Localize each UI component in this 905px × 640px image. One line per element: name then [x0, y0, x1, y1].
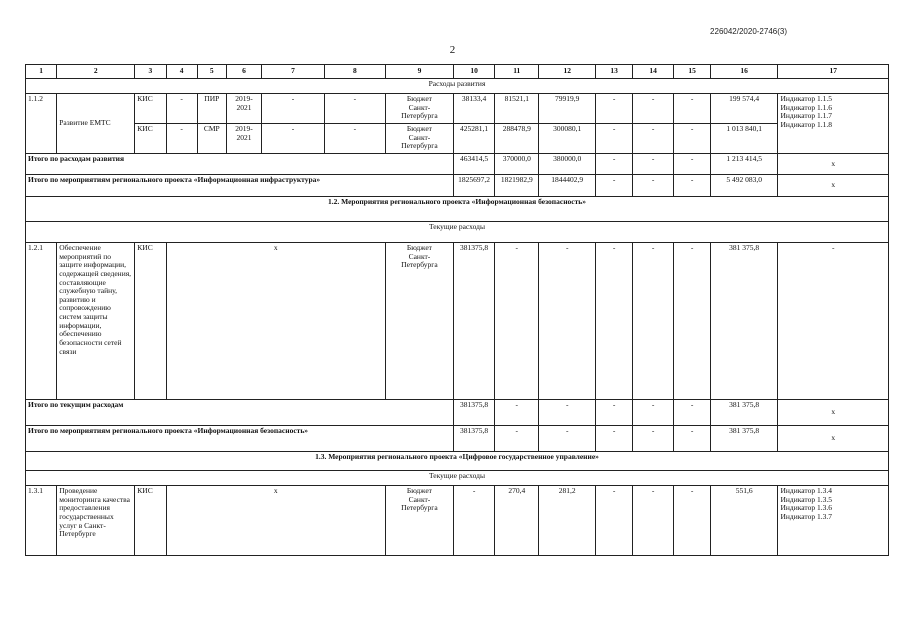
cell-value: 380000,0 [539, 154, 596, 175]
cell-value: - [674, 400, 710, 426]
cell-value: - [596, 400, 632, 426]
col-5-header: 5 [197, 65, 226, 79]
cell-value: - [632, 426, 674, 452]
cell-value: - [495, 426, 539, 452]
cell-value: - [596, 94, 632, 124]
section-current-expenses: Текущие расходы [26, 222, 889, 243]
col-10-header: 10 [453, 65, 495, 79]
cell-value: 425281,1 [453, 124, 495, 154]
cell: - [324, 94, 385, 124]
measure-name: Развитие ЕМТС [57, 94, 135, 154]
cell-total: 5 492 083,0 [710, 175, 778, 197]
cell-value: - [632, 486, 674, 556]
cell-source: Бюджет Санкт- Петербурга [386, 486, 454, 556]
cell-value: - [539, 400, 596, 426]
document-registration-number: 226042/2020-2746(3) [710, 27, 787, 36]
col-14-header: 14 [632, 65, 674, 79]
cell-value: - [674, 426, 710, 452]
col-8-header: 8 [324, 65, 385, 79]
cell-executor: КИС [135, 124, 166, 154]
cell: - [324, 124, 385, 154]
cell-value: - [632, 175, 674, 197]
cell-executor: КИС [135, 243, 166, 400]
cell-value: 381375,8 [453, 426, 495, 452]
col-3-header: 3 [135, 65, 166, 79]
cell-value: - [674, 486, 710, 556]
total-row [26, 400, 889, 426]
cell-value: - [674, 94, 710, 124]
cell-value: 81521,1 [495, 94, 539, 124]
section-row [26, 222, 889, 243]
cell-executor: КИС [135, 94, 166, 124]
cell-total: 381 375,8 [710, 426, 778, 452]
cell-value: - [632, 154, 674, 175]
cell-period: 2019- 2021 [226, 124, 261, 154]
cell: - [166, 124, 197, 154]
col-9-header: 9 [386, 65, 454, 79]
merged-cell: х [166, 486, 386, 556]
cell-total: 199 574,4 [710, 94, 778, 124]
total-label: Итого по расходам развития [26, 154, 454, 175]
section-title: 1.3. Мероприятия регионального проекта «Цифровое государственное управление» [26, 452, 889, 471]
cell-value: - [632, 124, 674, 154]
cell-value: 38133,4 [453, 94, 495, 124]
cell-indicators: х [778, 426, 889, 452]
cell-value: 381375,8 [453, 243, 495, 400]
cell-value: - [674, 124, 710, 154]
cell-value: - [632, 400, 674, 426]
col-15-header: 15 [674, 65, 710, 79]
cell-stage: ПИР [197, 94, 226, 124]
cell-source: Бюджет Санкт- Петербурга [386, 124, 454, 154]
cell-value: - [539, 426, 596, 452]
cell-value: - [596, 486, 632, 556]
cell-source: Бюджет Санкт- Петербурга [386, 94, 454, 124]
cell-value: 270,4 [495, 486, 539, 556]
cell-value: - [674, 175, 710, 197]
cell-value: 381375,8 [453, 400, 495, 426]
row-number: 1.3.1 [26, 486, 57, 556]
cell-value: - [596, 426, 632, 452]
cell-indicators: Индикатор 1.3.4 Индикатор 1.3.5 Индикатор 1.3.6 Индикатор 1.3.7 [778, 486, 889, 556]
cell-indicators: х [778, 175, 889, 197]
cell-value: 1844402,9 [539, 175, 596, 197]
cell-value: - [632, 94, 674, 124]
col-1-header: 1 [26, 65, 57, 79]
cell-total: 551,6 [710, 486, 778, 556]
cell-total: 381 375,8 [710, 400, 778, 426]
col-2-header: 2 [57, 65, 135, 79]
cell-value: 288478,9 [495, 124, 539, 154]
cell-value: - [632, 243, 674, 400]
cell-value: - [674, 154, 710, 175]
section-title: 1.2. Мероприятия регионального проекта «Информационная безопасность» [26, 197, 889, 222]
table-row [26, 243, 889, 400]
cell-value: - [495, 400, 539, 426]
col-6-header: 6 [226, 65, 261, 79]
cell-value: 281,2 [539, 486, 596, 556]
cell-indicators: - [778, 243, 889, 400]
col-7-header: 7 [262, 65, 324, 79]
cell-value: - [596, 154, 632, 175]
table-row [26, 486, 889, 556]
total-label: Итого по мероприятиям регионального проекта «Информационная безопасность» [26, 426, 454, 452]
merged-cell: х [166, 243, 386, 400]
section-current-expenses: Текущие расходы [26, 471, 889, 486]
cell-stage: СМР [197, 124, 226, 154]
total-label: Итого по текущим расходам [26, 400, 454, 426]
cell-total: 1 213 414,5 [710, 154, 778, 175]
col-11-header: 11 [495, 65, 539, 79]
cell-executor: КИС [135, 486, 166, 556]
total-row [26, 426, 889, 452]
cell-source: Бюджет Санкт- Петербурга [386, 243, 454, 400]
cell: - [262, 94, 324, 124]
cell: - [166, 94, 197, 124]
section-row [26, 452, 889, 471]
page-number: 2 [449, 44, 456, 56]
cell-value: 1825697,2 [453, 175, 495, 197]
cell-value: 463414,5 [453, 154, 495, 175]
cell-value: - [453, 486, 495, 556]
budget-table [25, 64, 889, 556]
column-number-row [26, 65, 889, 79]
cell-indicators: Индикатор 1.1.5 Индикатор 1.1.6 Индикатор 1.1.7 Индикатор 1.1.8 [778, 94, 889, 154]
section-dev-expenses: Расходы развития [26, 79, 889, 94]
cell-value: 370000,0 [495, 154, 539, 175]
cell-total: 381 375,8 [710, 243, 778, 400]
cell-indicators: х [778, 154, 889, 175]
cell-value: - [596, 175, 632, 197]
total-row [26, 154, 889, 175]
cell-indicators: х [778, 400, 889, 426]
total-label: Итого по мероприятиям регионального проекта «Информационная инфраструктура» [26, 175, 454, 197]
col-12-header: 12 [539, 65, 596, 79]
col-16-header: 16 [710, 65, 778, 79]
table-row [26, 94, 889, 124]
cell-value: - [539, 243, 596, 400]
row-number: 1.2.1 [26, 243, 57, 400]
col-17-header: 17 [778, 65, 889, 79]
cell-total: 1 013 840,1 [710, 124, 778, 154]
cell-value: 1821982,9 [495, 175, 539, 197]
cell-period: 2019- 2021 [226, 94, 261, 124]
cell-value: - [495, 243, 539, 400]
measure-name: Обеспечение мероприятий по защите информации, содержащей сведения, составляющие служебную тайну, развитию и сопровождению систем защиты информации, обеспечению безопасности сетей связи [57, 243, 135, 400]
row-number: 1.1.2 [26, 94, 57, 154]
cell-value: 300080,1 [539, 124, 596, 154]
section-row [26, 79, 889, 94]
cell-value: - [596, 243, 632, 400]
total-row [26, 175, 889, 197]
col-4-header: 4 [166, 65, 197, 79]
section-row [26, 471, 889, 486]
section-row [26, 197, 889, 222]
cell: - [262, 124, 324, 154]
cell-value: - [596, 124, 632, 154]
cell-value: - [674, 243, 710, 400]
cell-value: 79919,9 [539, 94, 596, 124]
table-row [26, 124, 889, 154]
col-13-header: 13 [596, 65, 632, 79]
measure-name: Проведение мониторинга качества предоставления государственных услуг в Санкт-Петербурге [57, 486, 135, 556]
